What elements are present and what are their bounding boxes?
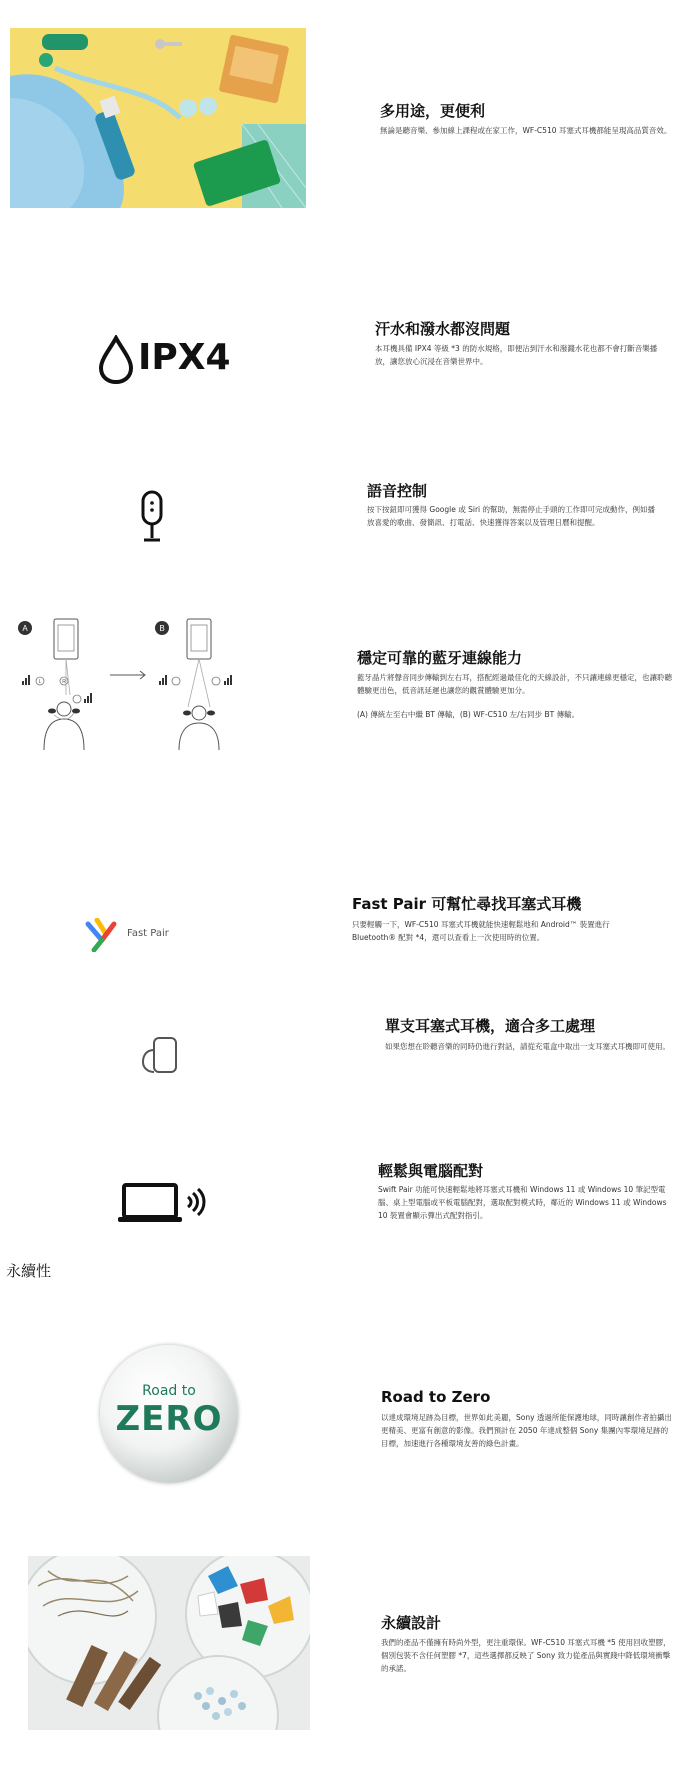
- section-description: 如果您想在聆聽音樂的同時仍進行對話，請從充電盒中取出一支耳塞式耳機即可使用。: [385, 1042, 670, 1051]
- section-title: 語音控制: [367, 482, 428, 500]
- section-description: 我們的產品不僅擁有時尚外型，更注重環保。WF-C510 耳塞式耳機 *5 使用回收塑膠，個別包裝不含任何塑膠 *7，這些選擇都反映了 Sony 致力從產品與實踐中降低環境衝擊的承諾。: [381, 1638, 671, 1673]
- bluetooth-diagram: [14, 615, 244, 750]
- section-title: 汗水和潑水都沒問題: [375, 320, 511, 338]
- section-description: 本耳機具備 IPX4 等級 *3 的防水規格，即便沾到汗水和潑濺水花也都不會打斷音樂播放，讓您放心沉浸在音樂世界中。: [375, 344, 658, 366]
- section-title: 單支耳塞式耳機，適合多工處理: [385, 1017, 596, 1035]
- diagram-label-a: A: [22, 624, 28, 633]
- microphone-icon: [138, 490, 166, 544]
- section-description: 以達成環境足跡為目標，世界如此美麗，Sony 透過所能保護地球，同時讓創作者拍攝出更精美、更富有創意的影像。我們預計在 2050 年達成整個 Sony 集團內零環境足跡的目標，加速進行各種環境友善的綠色計畫。: [381, 1413, 672, 1448]
- section-description: 無論是聽音樂、參加線上課程或在家工作，WF-C510 耳塞式耳機都能呈現高品質音效。: [380, 126, 672, 135]
- section-description: 按下按鈕即可獲得 Google 或 Siri 的幫助，無需停止手頭的工作即可完成動作，例如播放喜愛的歌曲、發簡訊、打電話、快速獲得答案以及管理日曆和提醒。: [367, 505, 655, 527]
- section-title: 多用途，更便利: [380, 102, 486, 120]
- fast-pair-logo-text: Fast Pair: [127, 928, 169, 939]
- section-title: 穩定可靠的藍牙連線能力: [357, 649, 523, 667]
- section-description: Swift Pair 功能可快速輕鬆地將耳塞式耳機和 Windows 11 或 Windows 10 筆記型電腦、桌上型電腦或平板電腦配對，選取配對模式時，鄰近的 Windows 11 或 Windows 10 裝置會顯示彈出式配對指引。: [378, 1185, 667, 1220]
- fast-pair-logo-icon: [82, 918, 122, 952]
- section-title: 永續設計: [381, 1614, 442, 1632]
- section-title: Fast Pair 可幫忙尋找耳塞式耳機: [352, 895, 582, 913]
- recycled-materials-photo: [28, 1556, 310, 1730]
- diagram-caption: (A) 傳統左至右中繼 BT 傳輸，(B) WF-C510 左/右同步 BT 傳輸。: [357, 710, 580, 719]
- badge-line-2: ZERO: [115, 1399, 223, 1439]
- section-description: 藍牙晶片將聲音同步傳輸到左右耳，搭配經過最佳化的天線設計，不只讓連線更穩定，也讓聆聽體驗更出色，低音訊延遲也讓您的觀賞體驗更加分。: [357, 673, 672, 695]
- road-to-zero-badge: [100, 1345, 238, 1483]
- water-drop-icon: [96, 335, 136, 385]
- section-title: 輕鬆與電腦配對: [378, 1162, 484, 1180]
- laptop-icon: [118, 1182, 188, 1224]
- diagram-label-r: R: [62, 679, 66, 685]
- sustainability-heading: 永續性: [6, 1262, 52, 1280]
- section-description: 只要輕觸一下，WF-C510 耳塞式耳機就能快速輕鬆地和 Android™ 裝置進行 Bluetooth® 配對 *4，還可以查看上一次使用時的位置。: [352, 920, 610, 942]
- wireless-signal-icon: [186, 1186, 206, 1218]
- single-earbud-icon: [140, 1036, 180, 1074]
- ipx4-badge: IPX4: [138, 337, 231, 378]
- badge-line-1: Road to: [142, 1383, 196, 1399]
- diagram-label-l: L: [38, 679, 42, 685]
- section-title: Road to Zero: [381, 1388, 491, 1406]
- lifestyle-photo: [10, 28, 306, 208]
- diagram-label-b: B: [159, 624, 165, 633]
